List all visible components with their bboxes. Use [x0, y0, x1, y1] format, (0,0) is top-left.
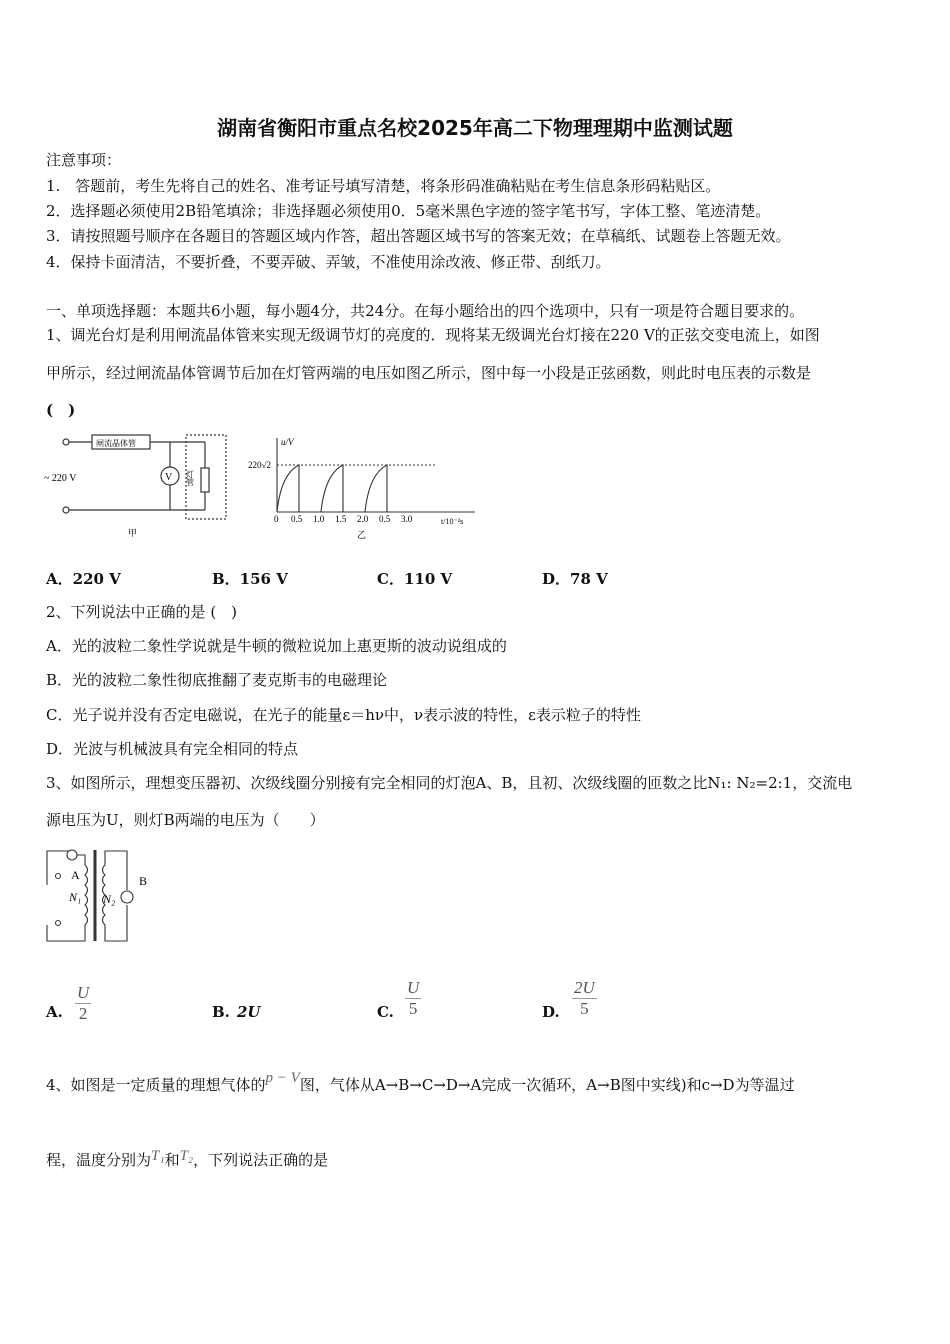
- notice-item: 2．选择题必须使用2B铅笔填涂；非选择题必须使用0．5毫米黑色字迹的签字笔书写，字体工整、笔迹清楚。: [46, 202, 771, 220]
- notice-item: 3．请按照题号顺序在各题目的答题区域内作答，超出答题区域书写的答案无效；在草稿纸、试题卷上答题无效。: [46, 227, 791, 245]
- q4-stem-line2: [46, 1150, 328, 1171]
- thyristor-label: 闸流晶体管: [96, 439, 136, 448]
- q3-option-b-value[interactable]: 2U: [237, 1003, 261, 1021]
- q1-option-b[interactable]: B．156 V: [212, 570, 288, 588]
- q3-stem: 3、如图所示，理想变压器初、次级线圈分别接有完全相同的灯泡A、B，且初、次级线圈的匝数之比N₁: N₂=2:1，交流电: [46, 774, 853, 792]
- q2-option-b[interactable]: B．光的波粒二象性彻底推翻了麦克斯韦的电磁理论: [46, 671, 388, 689]
- source-label: ~ 220 V: [44, 473, 77, 484]
- q3-option-c-label[interactable]: C.: [377, 1003, 394, 1021]
- tick: 3.0: [401, 514, 413, 524]
- q4-stem-line1: [46, 1070, 795, 1096]
- lamp-a-label: A: [71, 868, 80, 882]
- voltmeter-label: V: [165, 472, 173, 483]
- circuit-diagram-jia: [40, 430, 240, 545]
- q3-option-a-fraction[interactable]: [75, 983, 91, 1024]
- notice-item: 1. 答题前，考生先将自己的姓名、准考证号填写清楚，将条形码准确粘贴在考生信息条形码粘贴区。: [46, 177, 721, 195]
- text: 4、如图是一定质量的理想气体的: [46, 1076, 266, 1094]
- x-axis-label: t/10⁻²s: [441, 517, 464, 526]
- numerator: U: [77, 983, 90, 1002]
- q1-option-c[interactable]: C．110 V: [377, 570, 453, 588]
- q3-option-a-label[interactable]: A.: [46, 1003, 63, 1021]
- voltage-graph-yi: [245, 430, 485, 545]
- caption-yi: 乙: [357, 530, 367, 540]
- n1-label: N₁: [69, 890, 82, 904]
- q2-stem: 2、下列说法中正确的是 ( ): [46, 603, 238, 621]
- q2-option-c[interactable]: C．光子说并没有否定电磁说，在光子的能量ε＝hν中，ν表示波的特性，ε表示粒子的特性: [46, 706, 641, 724]
- text: 图，气体从A→B→C→D→A完成一次循环，A→B图中实线)和c→D为等温过: [299, 1076, 795, 1094]
- tick: 0: [274, 514, 279, 524]
- q1-option-d[interactable]: D．78 V: [542, 570, 608, 588]
- q1-stem: 甲所示，经过闸流晶体管调节后加在灯管两端的电压如图乙所示，图中每一小段是正弦函数，则此时电压表的示数是: [46, 364, 812, 382]
- pv-formula: p − V: [265, 1070, 300, 1086]
- tick: 0.5: [291, 514, 303, 524]
- peak-label: 220√2: [248, 460, 271, 470]
- t1-symbol: T₁: [151, 1148, 165, 1164]
- q1-stem: 1、调光台灯是利用闸流晶体管来实现无级调节灯的亮度的．现将某无级调光台灯接在220 V的正弦交变电流上，如图: [46, 326, 820, 344]
- page-title: 湖南省衡阳市重点名校2025年高二下物理理期中监测试题: [217, 116, 733, 140]
- notice-item: 4．保持卡面清洁，不要折叠，不要弄破、弄皱，不准使用涂改液、修正带、刮纸刀。: [46, 253, 611, 271]
- caption-jia: 甲: [128, 528, 138, 538]
- notice-heading: 注意事项：: [46, 151, 122, 169]
- t2-symbol: T₂: [179, 1148, 194, 1164]
- transformer-diagram: [45, 845, 165, 945]
- text: 程，温度分别为: [46, 1151, 152, 1169]
- q3-option-d-fraction[interactable]: [572, 978, 597, 1019]
- numerator: 2U: [574, 978, 595, 997]
- tick: 1.0: [313, 514, 325, 524]
- y-axis-label: u/V: [281, 437, 294, 447]
- denominator: 5: [408, 999, 418, 1018]
- tick: 1.5: [335, 514, 347, 524]
- n2-label: N₂: [103, 892, 116, 906]
- section-heading: 一、单项选择题：本题共6小题，每小题4分，共24分。在每小题给出的四个选项中，只有一项是符合题目要求的。: [46, 302, 805, 320]
- q2-option-d[interactable]: D．光波与机械波具有完全相同的特点: [46, 740, 299, 758]
- numerator: U: [407, 978, 420, 997]
- q2-option-a[interactable]: A．光的波粒二象性学说就是牛顿的微粒说加上惠更斯的波动说组成的: [46, 637, 507, 655]
- q3-option-d-label[interactable]: D.: [542, 1003, 560, 1021]
- tick: 2.0: [357, 514, 369, 524]
- denominator: 2: [78, 1004, 88, 1023]
- text: 和: [164, 1151, 180, 1169]
- q3-option-b-label[interactable]: B.: [212, 1003, 230, 1021]
- denominator: 5: [580, 999, 589, 1018]
- q1-option-a[interactable]: A．220 V: [46, 570, 121, 588]
- q1-stem: ( ): [46, 401, 76, 419]
- q3-stem: 源电压为U，则灯B两端的电压为（ ）: [46, 811, 325, 829]
- tick: 0.5: [379, 514, 391, 524]
- lamp-b-label: B: [139, 874, 148, 888]
- text: ，下列说法正确的是: [193, 1151, 329, 1169]
- lamp-label: 灯管: [185, 470, 195, 486]
- q3-option-c-fraction[interactable]: [405, 978, 421, 1019]
